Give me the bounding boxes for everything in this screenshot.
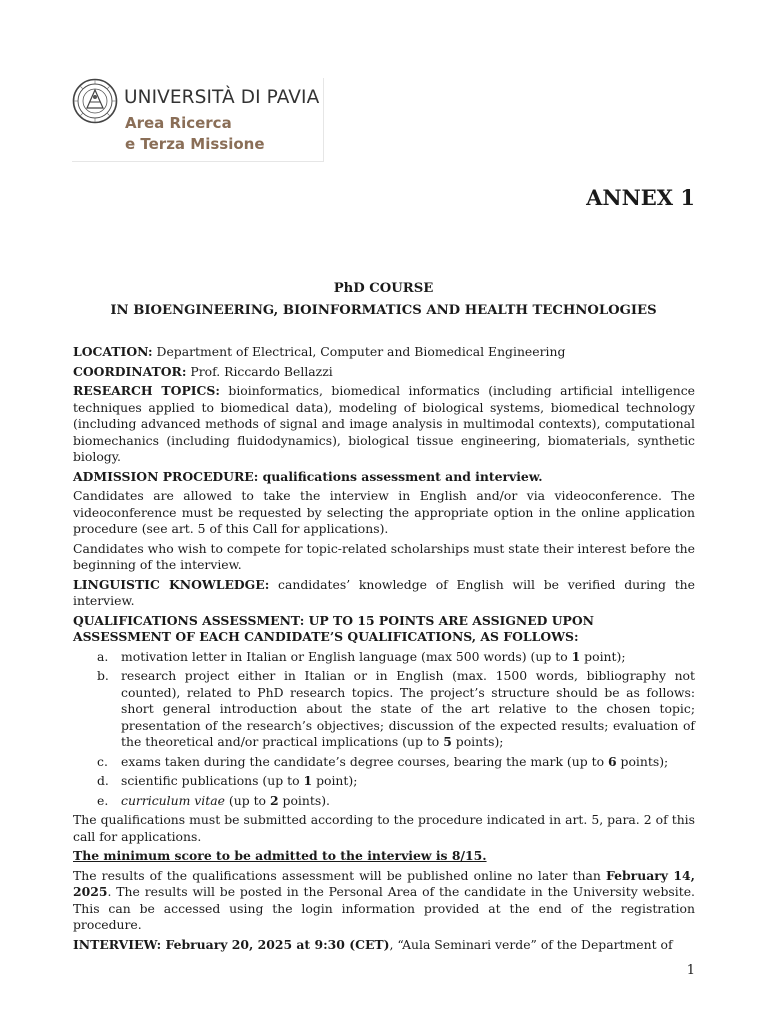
item-text-end: point); <box>312 773 358 788</box>
linguistic-paragraph <box>73 577 695 610</box>
item-points: 1 <box>303 773 313 788</box>
results-paragraph <box>73 868 695 934</box>
results-date: February 14, 2025 <box>73 867 695 899</box>
list-item <box>73 754 695 771</box>
department-line-2: e Terza Missione <box>125 135 265 153</box>
list-marker: e. <box>97 792 109 808</box>
coordinator-paragraph <box>73 364 695 381</box>
list-item <box>73 793 695 810</box>
research-topics-paragraph <box>73 383 695 466</box>
qualifications-list <box>73 649 695 810</box>
linguistic-value: candidates’ knowledge of English will be verified during the interview. <box>73 576 695 608</box>
item-text: motivation letter in Italian or English language (max 500 words) (up to <box>121 648 572 664</box>
location-paragraph <box>73 344 695 361</box>
location-label: LOCATION: <box>73 344 153 359</box>
item-points: 6 <box>607 753 617 769</box>
item-text-end: points); <box>451 734 504 749</box>
item-points: 5 <box>443 734 452 749</box>
list-item-text <box>121 793 695 810</box>
admission-procedure-label: ADMISSION PROCEDURE: qualifications assessment and interview. <box>73 468 543 484</box>
list-item <box>73 773 695 790</box>
department-line-1: Area Ricerca <box>125 114 232 132</box>
item-text: (up to <box>224 792 270 808</box>
course-title <box>72 278 695 322</box>
interview-paragraph <box>73 937 695 954</box>
scholarships-paragraph: Candidates who wish to compete for topic-related scholarships must state their interest before the beginning of the interview. <box>73 540 695 572</box>
list-marker: c. <box>97 753 108 769</box>
qualifications-heading <box>73 613 695 646</box>
list-item-text <box>121 649 695 666</box>
results-text: The results of the qualifications assessment will be published online no later than <box>73 867 606 883</box>
university-seal-icon <box>72 78 118 124</box>
item-text-end: points). <box>278 792 330 808</box>
item-text: research project either in Italian or in English (max. 1500 words, bibliography not counted), related to PhD research topics. The project’s structure should be as follows: short general introduction about the state of the art relative to the chosen topic; presentation of the research’s objectives; discussion of the expected results; evaluation of the theoretical and/or practical implications (up to <box>121 668 695 749</box>
item-text-end: points); <box>616 753 669 769</box>
list-item-text <box>121 668 695 751</box>
list-marker: d. <box>97 773 109 788</box>
item-text-end: point); <box>580 648 626 664</box>
coordinator-label: COORDINATOR: <box>73 363 187 379</box>
interview-language-paragraph: Candidates are allowed to take the interview in English and/or via videoconference. The videoconference must be requested by selecting the appropriate option in the online application procedure (see art. 5 of this Call for applications). <box>73 488 695 536</box>
interview-value: , “Aula Seminari verde” of the Department of <box>389 936 673 952</box>
research-topics-value: bioinformatics, biomedical informatics (including artificial intelligence techniques applied to biomedical data), modeling of biological systems, biomedical technology (including advanced methods of signal and image analysis in multimodal contexts), computational biomechanics (including fluidodynamics), biological tissue engineering, biomaterials, synthetic biology. <box>73 383 695 464</box>
university-logo <box>72 78 324 162</box>
page-number: 1 <box>686 963 695 978</box>
results-text-end: . The results will be posted in the Personal Area of the candidate in the University website. This can be accessed using the login information provided at the end of the registration procedure. <box>73 884 695 932</box>
item-points: 2 <box>269 792 279 808</box>
qualifications-heading-text: QUALIFICATIONS ASSESSMENT: UP TO 15 POINTS ARE ASSIGNED UPON ASSESSMENT OF EACH CANDIDATE’S QUALIFICATIONS, AS FOLLOWS: <box>73 612 594 644</box>
minimum-score-text: The minimum score to be admitted to the interview is 8/15. <box>73 848 487 863</box>
research-topics-label: RESEARCH TOPICS: <box>73 383 220 398</box>
minimum-score <box>73 848 695 865</box>
university-name: UNIVERSITÀ DI PAVIA <box>124 87 320 108</box>
item-text: exams taken during the candidate’s degree courses, bearing the mark (up to <box>121 753 608 769</box>
linguistic-label: LINGUISTIC KNOWLEDGE: <box>73 576 270 592</box>
document-body <box>73 344 695 956</box>
list-item <box>73 649 695 666</box>
item-italic-text: curriculum vitae <box>121 792 225 808</box>
coordinator-value: Prof. Riccardo Bellazzi <box>186 363 333 379</box>
course-title-line-2: IN BIOENGINEERING, BIOINFORMATICS AND HEALTH TECHNOLOGIES <box>110 303 657 318</box>
annex-title: ANNEX 1 <box>586 185 695 210</box>
list-item-text <box>121 754 695 771</box>
list-marker: a. <box>97 648 109 664</box>
admission-procedure <box>73 469 695 486</box>
location-value: Department of Electrical, Computer and Biomedical Engineering <box>152 344 566 359</box>
item-points: 1 <box>571 648 581 664</box>
course-title-line-1: PhD COURSE <box>333 281 434 296</box>
item-text: scientific publications (up to <box>121 773 304 788</box>
list-item-text <box>121 773 695 790</box>
interview-label: INTERVIEW: February 20, 2025 at 9:30 (CET) <box>73 936 390 952</box>
list-item <box>73 668 695 751</box>
list-marker: b. <box>97 668 109 683</box>
submit-paragraph: The qualifications must be submitted according to the procedure indicated in art. 5, para. 2 of this call for applications. <box>73 812 695 844</box>
